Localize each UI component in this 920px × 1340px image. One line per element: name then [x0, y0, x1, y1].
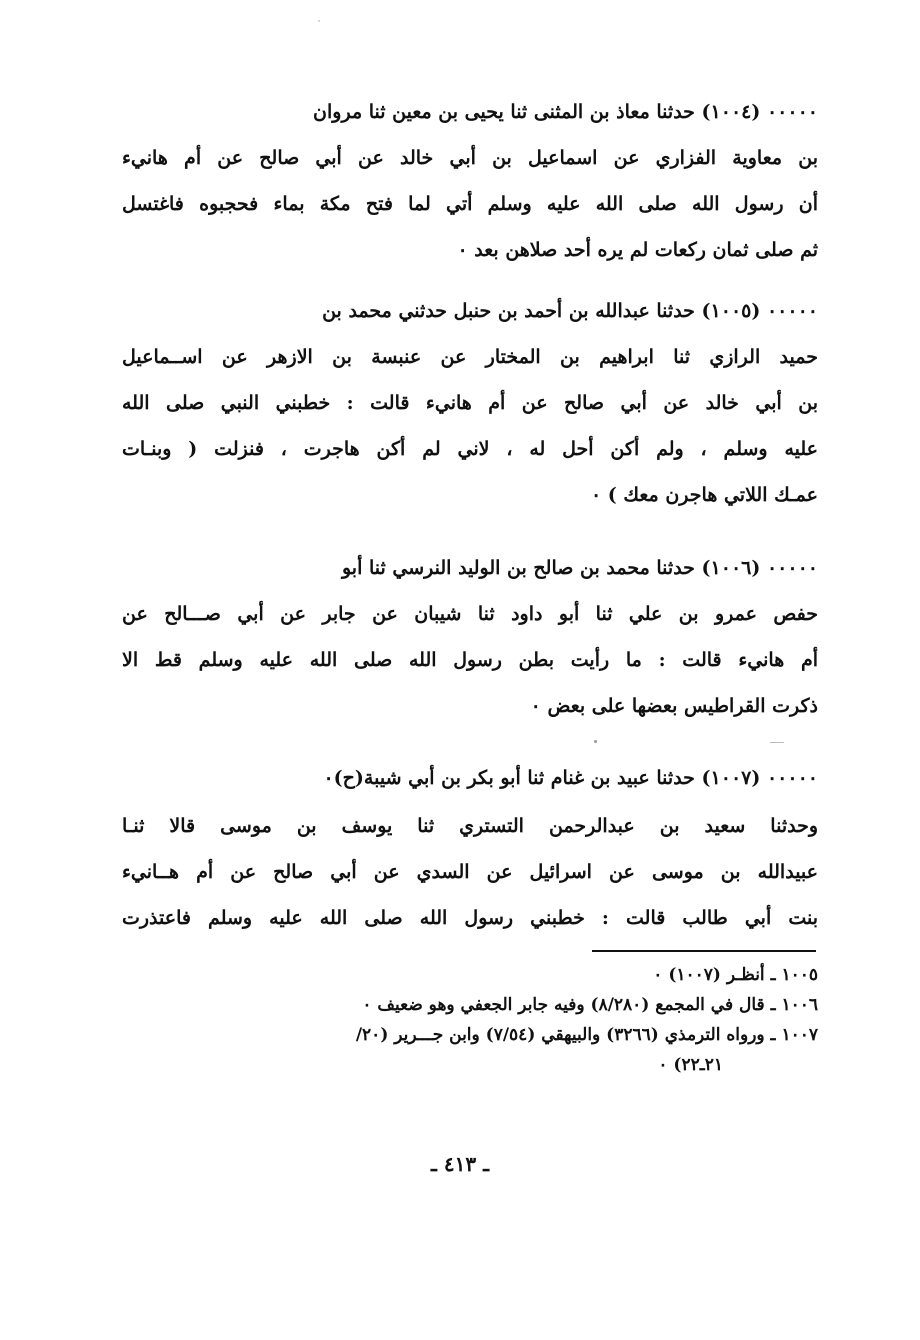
footnote-1007-continuation: ٢١ـ٢٢) ٠: [658, 1055, 723, 1075]
footnote-1006: ١٠٠٦ ـ قال في المجمع (٨/٢٨٠) وفيه جابر الجعفي وهو ضعيف ٠: [362, 995, 818, 1015]
paper-speck: [318, 20, 320, 22]
paragraph-2-line-4: عليه وسلم ، ولم أكن أحل له ، لاني لم أكن هاجرت ، فنزلت ( وبنـات: [122, 438, 818, 460]
footnote-1005: ١٠٠٥ ـ أنظـر (١٠٠٧) ٠: [653, 965, 818, 985]
paragraph-2-line-3: بن أبي خالد عن أبي صالح عن أم هانيء قالت : خطبني النبي صلى الله: [122, 392, 818, 414]
paragraph-4-line-1: ٠٠٠٠٠ (١٠٠٧) حدثنا عبيد بن غنام ثنا أبو بكر بن أبي شيبة(ح)٠: [323, 767, 818, 789]
page-number: ـ ٤١٣ ـ: [431, 1152, 489, 1176]
paragraph-1-line-4: ثم صلى ثمان ركعات لم يره أحد صلاهن بعد ٠: [457, 239, 818, 261]
paragraph-3-line-1: ٠٠٠٠٠ (١٠٠٦) حدثنا محمد بن صالح بن الوليد النرسي ثنا أبو: [341, 557, 818, 579]
footnote-1007: ١٠٠٧ ـ ورواه الترمذي (٣٢٦٦) والبيهقي (٧/٥٤) وابن جـــرير (٢٠/: [355, 1025, 818, 1045]
footnote-separator: [592, 950, 816, 952]
paragraph-4-line-2: وحدثنا سعيد بن عبدالرحمن التستري ثنا يوسف بن موسى قالا ثنـا: [122, 815, 818, 837]
paper-speck: [770, 742, 784, 743]
paragraph-1-line-1: ٠٠٠٠٠ (١٠٠٤) حدثنا معاذ بن المثنى ثنا يحيى بن معين ثنا مروان: [313, 101, 818, 123]
paragraph-2-line-1: ٠٠٠٠٠ (١٠٠٥) حدثنا عبدالله بن أحمد بن حنبل حدثني محمد بن: [322, 300, 818, 322]
paragraph-2-line-5: عمـك اللاتي هاجرن معك ) ٠: [590, 484, 818, 506]
paper-speck: [594, 740, 597, 743]
paragraph-3-line-2: حفص عمرو بن علي ثنا أبو داود ثنا شيبان عن جابر عن أبي صـــالح عن: [122, 603, 818, 625]
paragraph-2-line-2: حميد الرازي ثنا ابراهيم بن المختار عن عنبسة بن الازهر عن اســماعيل: [122, 346, 818, 368]
paragraph-1-line-2: بن معاوية الفزاري عن اسماعيل بن أبي خالد عن أبي صالح عن أم هانيء: [122, 147, 818, 169]
paragraph-4-line-3: عبيدالله بن موسى عن اسرائيل عن السدي عن أبي صالح عن أم هــانيء: [122, 861, 818, 883]
paragraph-3-line-4: ذكرت القراطيس بعضها على بعض ٠: [530, 695, 818, 717]
paragraph-1-line-3: أن رسول الله صلى الله عليه وسلم أتي لما فتح مكة بماء فحجبوه فاغتسل: [122, 193, 818, 215]
paragraph-4-line-4: بنت أبي طالب قالت : خطبني رسول الله صلى الله عليه وسلم فاعتذرت: [122, 907, 818, 929]
paragraph-3-line-3: أم هانيء قالت : ما رأيت بطن رسول الله صلى الله عليه وسلم قط الا: [122, 649, 818, 671]
